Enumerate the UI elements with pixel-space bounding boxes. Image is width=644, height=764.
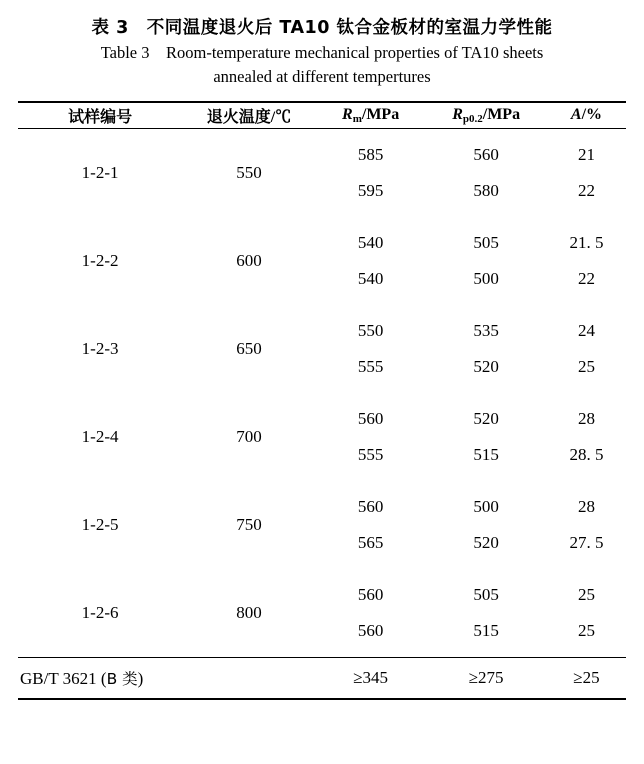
table-title-english-line2: annealed at different tempertures [213, 66, 431, 86]
rm-unit: /MPa [361, 106, 400, 124]
elongation-value: 25 [577, 620, 595, 640]
yield-strength-value: 520 [473, 356, 499, 376]
tensile-strength-value: 565 [357, 532, 384, 552]
yield-strength-value: 515 [473, 444, 499, 464]
elongation-value: 28 [577, 408, 595, 428]
column-header-sample-id: 试样编号 [68, 108, 133, 126]
rp-unit: /MPa [482, 106, 521, 124]
yield-strength-value: 515 [473, 620, 499, 640]
annealing-temperature: 650 [236, 338, 262, 358]
rp-symbol: R [452, 106, 463, 124]
elongation-value: 21 [577, 144, 595, 164]
table-row [18, 569, 626, 613]
sample-id: 1-2-5 [81, 514, 119, 534]
rp-subscript: p0.2 [462, 113, 483, 126]
table-row [18, 393, 626, 437]
tensile-strength-value: 560 [357, 620, 384, 640]
yield-strength-value: 560 [473, 144, 499, 164]
tensile-strength-value: 560 [357, 496, 384, 516]
table-title-chinese: 表 3 不同温度退火后 TA10 钛合金板材的室温力学性能 [91, 18, 553, 38]
yield-strength-value: 520 [473, 532, 499, 552]
column-header-tensile-strength [316, 103, 425, 128]
yield-strength-value: 500 [473, 268, 499, 288]
standard-tensile-strength: ≥345 [353, 667, 389, 687]
annealing-temperature: 600 [236, 250, 262, 270]
table-title-english-line1: Table 3 Room-temperature mechanical properties of TA10 sheets [100, 43, 544, 62]
column-header-annealing-temperature: 退火温度/℃ [206, 108, 292, 126]
elongation-value: 24 [577, 320, 595, 340]
table-row [18, 217, 626, 261]
elongation-value: 25 [577, 584, 595, 604]
tensile-strength-value: 555 [357, 444, 384, 464]
annealing-temperature: 750 [236, 514, 262, 534]
elongation-value: 21. 5 [569, 232, 604, 252]
standard-yield-strength: ≥275 [468, 667, 504, 687]
yield-strength-value: 505 [473, 584, 499, 604]
standard-label-prefix: GB/T 3621 ( [20, 668, 107, 688]
tensile-strength-value: 560 [357, 408, 384, 428]
table-bottom-rule [18, 699, 626, 700]
tensile-strength-value: 555 [357, 356, 384, 376]
a-unit: /% [581, 106, 603, 124]
elongation-value: 22 [577, 268, 595, 288]
annealing-temperature: 800 [236, 602, 262, 622]
elongation-value: 27. 5 [569, 532, 604, 552]
elongation-value: 22 [577, 180, 595, 200]
standard-elongation: ≥25 [573, 667, 600, 687]
sample-id: 1-2-1 [81, 162, 119, 182]
rm-symbol: R [342, 106, 353, 124]
standard-label [18, 658, 316, 699]
tensile-strength-value: 540 [357, 268, 384, 288]
table-header-row [18, 103, 626, 128]
sample-id: 1-2-4 [81, 426, 119, 446]
yield-strength-value: 580 [473, 180, 499, 200]
table-row [18, 128, 626, 173]
standard-label-chinese: B 类 [106, 669, 138, 688]
table-row-standard [18, 658, 626, 699]
elongation-value: 28. 5 [569, 444, 604, 464]
tensile-strength-value: 560 [357, 584, 384, 604]
annealing-temperature: 550 [236, 162, 262, 182]
sample-id: 1-2-6 [81, 602, 119, 622]
tensile-strength-value: 585 [357, 144, 384, 164]
table-row [18, 481, 626, 525]
tensile-strength-value: 540 [357, 232, 384, 252]
tensile-strength-value: 550 [357, 320, 384, 340]
a-symbol: A [570, 106, 582, 124]
table-row [18, 305, 626, 349]
standard-label-suffix: ) [137, 668, 144, 688]
column-header-elongation [547, 103, 626, 128]
yield-strength-value: 505 [473, 232, 499, 252]
yield-strength-value: 535 [473, 320, 499, 340]
annealing-temperature: 700 [236, 426, 262, 446]
elongation-value: 25 [577, 356, 595, 376]
column-header-yield-strength [425, 103, 547, 128]
yield-strength-value: 520 [473, 408, 499, 428]
yield-strength-value: 500 [473, 496, 499, 516]
rm-subscript: m [352, 113, 362, 126]
mechanical-properties-table [18, 101, 626, 700]
elongation-value: 28 [577, 496, 595, 516]
sample-id: 1-2-2 [81, 250, 119, 270]
sample-id: 1-2-3 [81, 338, 119, 358]
tensile-strength-value: 595 [357, 180, 384, 200]
